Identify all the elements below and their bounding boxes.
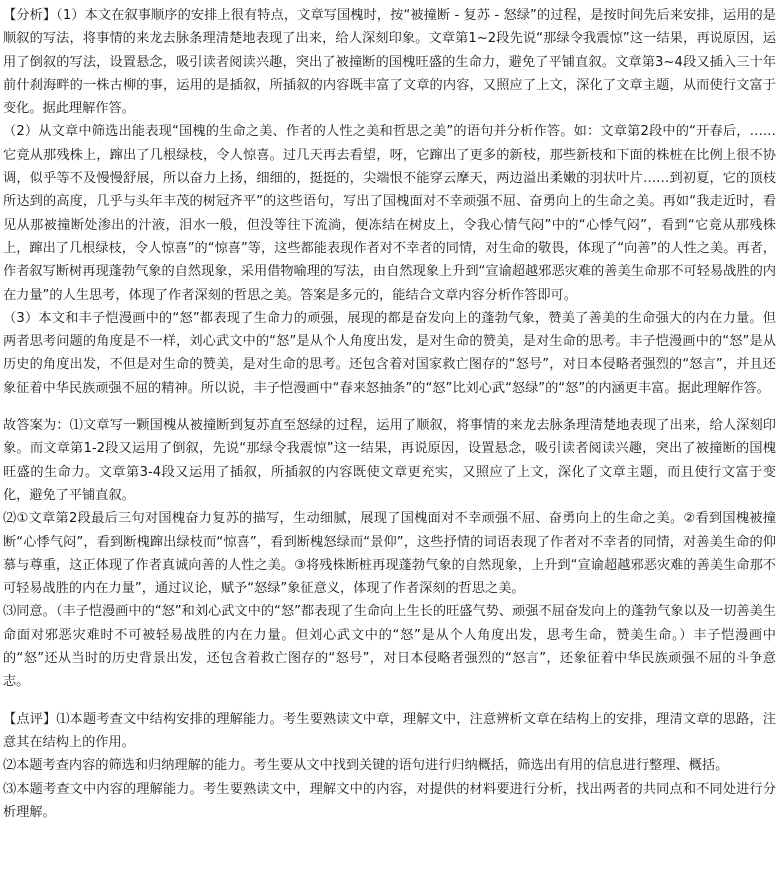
answer-paragraph-3: ⑶同意。（丰子恺漫画中的“怒”和刘心武文中的“怒”都表现了生命向上生长的旺盛气势、顽强不屈奋发向上的蓬勃气象以及一切善美生命面对邪恶灾难时不可被轻易战胜的内在力量。但刘心武文中的“怒”是从个人角度出发，思考生命，赞美生命。）丰子恺漫画中的“怒”还从当时的历史背景出发，还包含着救亡图存的“怒号”，对日本侵略者强烈的“怒言”，还象征着中华民族顽强不屈的斗争意志。 <box>3 604 776 690</box>
answer-paragraph-1: 故答案为：⑴文章写一颗国槐从被撞断到复苏直至怒绿的过程，运用了顺叙，将事情的来龙去脉条理清楚地表现了出来，给人深刻印象。而文章第1-2段又运用了倒叙，先说“那绿令我震惊”这一结果，再说原因，设置悬念，吸引读者阅读兴趣，突出了被撞断的国槐旺盛的生命力。文章第3-4段又运用了插叙，所插叙的内容既使文章更充实，又照应了上文，深化了文章主题，而且使行文富于变化，避免了平铺直叙。 <box>3 418 776 503</box>
section-gap <box>3 694 776 708</box>
comment-paragraph-2: ⑵本题考查内容的筛选和归纳理解的能力。考生要从文中找到关键的语句进行归纳概括，筛选出有用的信息进行整理、概括。 <box>3 758 729 774</box>
comment-paragraph-3: ⑶本题考查文中内容的理解能力。考生要熟读文中，理解文中的内容，对提供的材料要进行分析，找出两者的共同点和不同处进行分析理解。 <box>3 781 776 820</box>
answer-paragraph-2: ⑵①文章第2段最后三句对国槐奋力复苏的描写，生动细腻，展现了国槐面对不幸顽强不屈、奋勇向上的生命之美。②看到国槐被撞断“心悸气闷”，看到断槐蹿出绿枝而“惊喜”，看到断槐怒绿而“景仰”，这些抒情的词语表现了作者对不幸者的同情，对善美生命的仰慕与尊重，这正体现了作者真诚向善的人性之美。③将残株断桩再现蓬勃气象的自然现象，上升到“宣谕超越邪恶灾难的善美生命那不可轻易战胜的内在力量”，通过议论，赋予“怒绿”象征意义，体现了作者深刻的哲思之美。 <box>3 511 776 597</box>
analysis-paragraph-1: 【分析】（1）本文在叙事顺序的安排上很有特点，文章写国槐时，按“被撞断 - 复苏 - 怒绿”的过程，是按时间先后来安排，运用的是顺叙的写法，将事情的来龙去脉条理清楚地表现了出来，给人深刻印象。文章第1~2段先说“那绿令我震惊”这一结果，再说原因，运用了倒叙的写法，设置悬念，吸引读者阅读兴趣，突出了被撞断的国槐旺盛的生命力，避免了平铺直叙。文章第3~4段又插入三十年前什刹海畔的一株古柳的事，运用的是插叙，所插叙的内容既丰富了文章的内容，又照应了上文，深化了文章主题，从而使行文富于变化。据此理解作答。 <box>3 8 776 117</box>
answer-section <box>3 414 776 694</box>
analysis-paragraph-3: （3）本文和丰子恺漫画中的“怒”都表现了生命力的顽强，展现的都是奋发向上的蓬勃气象，赞美了善美的生命强大的内在力量。但两者思考问题的角度是不一样，刘心武文中的“怒”是从个人角度出发，是对生命的赞美，是对生命的思考。丰子恺漫画中的“怒”是从历史的角度出发，不但是对生命的赞美，是对生命的思考。还包含着对国家救亡图存的“怒号”，对日本侵略者强烈的“怒言”，并且还象征着中华民族顽强不屈的精神。所以说，丰子恺漫画中“春来怒抽条”的“怒”比刘心武“怒绿”的“怒”的内涵更丰富。据此理解作答。 <box>3 310 776 396</box>
section-gap <box>3 400 776 414</box>
comment-paragraph-1: 【点评】⑴本题考查文中结构安排的理解能力。考生要熟读文中章，理解文中，注意辨析文章在结构上的安排，理清文章的思路，注意其在结构上的作用。 <box>3 711 776 750</box>
analysis-section <box>3 4 776 400</box>
comment-section <box>3 708 776 824</box>
analysis-paragraph-2: （2）从文章中筛选出能表现“国槐的生命之美、作者的人性之美和哲思之美”的语句并分析作答。如：文章第2段中的“开春后，……它竟从那残株上，蹿出了几根绿枝，令人惊喜。过几天再去看望，呀，它蹿出了更多的新枝，那些新枝和下面的株桩在比例上很不协调，似乎等不及慢慢舒展，所以奋力上扬，细细的，挺挺的，尖端恨不能穿云摩天，两边溢出柔嫩的羽状叶片……到初夏，它的顶枝所达到的高度，几乎与头年丰茂的树冠齐平”的这些语句，写出了国槐面对不幸顽强不屈、奋勇向上的生命之美。再如“我走近时，看见从那被撞断处渗出的汁液，泪水一般，但没等往下流淌，便冻结在树皮上，令我心情气闷”中的“心悸气闷”，看到“它竟从那残株上，蹿出了几根绿枝，令人惊喜”的“惊喜”等，这些都能表现作者对不幸者的同情，对生命的敬畏，体现了“向善”的人性之美。再者，作者叙写断树再现蓬勃气象的自然现象，采用借物喻理的写法，由自然现象上升到“宣谕超越邪恶灾难的善美生命那不可轻易战胜的内在力量”的人生思考，体现了作者深刻的哲思之美。答案是多元的，能结合文章内容分析作答即可。 <box>3 124 776 303</box>
